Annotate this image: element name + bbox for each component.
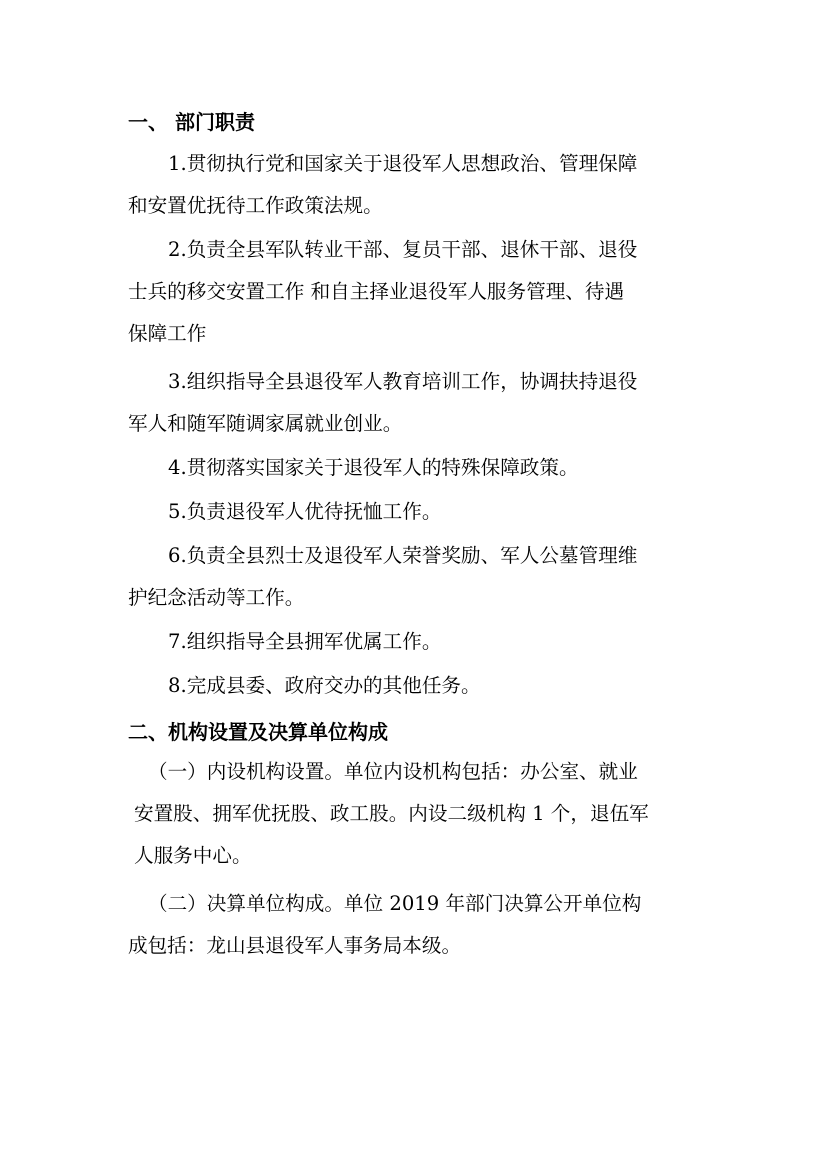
- duty-item-8-line-1: 8.完成县委、政府交办的其他任务。: [168, 674, 481, 697]
- section-heading-structure: 二、机构设置及决算单位构成: [128, 720, 388, 744]
- duty-item-6: [128, 535, 708, 619]
- duty-item-3-line-1: 3.组织指导全县退役军人教育培训工作，协调扶持退役: [168, 370, 638, 393]
- duty-item-1-line-2: 和安置优抚待工作政策法规。: [128, 194, 383, 217]
- structure-paragraph-2-line-1: （二）决算单位构成。单位 2019 年部门决算公开单位构: [148, 892, 642, 915]
- duty-item-1-line-1: 1.贯彻执行党和国家关于退役军人思想政治、管理保障: [168, 152, 638, 175]
- duty-item-6-line-2: 护纪念活动等工作。: [128, 586, 305, 609]
- structure-paragraph-1-line-2: 安置股、拥军优抚股、政工股。内设二级机构 1 个，退伍军: [134, 802, 649, 825]
- duty-item-2-line-2: 士兵的移交安置工作 和自主择业退役军人服务管理、待遇: [128, 280, 625, 303]
- duty-item-5-line-1: 5.负责退役军人优待抚恤工作。: [168, 500, 442, 523]
- duty-item-7: [128, 621, 708, 663]
- duty-item-1: [128, 143, 708, 227]
- duty-item-4-line-1: 4.贯彻落实国家关于退役军人的特殊保障政策。: [168, 456, 579, 479]
- structure-paragraph-1: [128, 751, 708, 877]
- duty-item-2-line-1: 2.负责全县军队转业干部、复员干部、退休干部、退役: [168, 238, 638, 261]
- duty-item-3-line-2: 军人和随军随调家属就业创业。: [128, 412, 403, 435]
- section-heading-duties: 一、 部门职责: [128, 110, 255, 134]
- structure-paragraph-2: [128, 883, 708, 967]
- structure-paragraph-1-line-1: （一）内设机构设置。单位内设机构包括：办公室、就业: [148, 760, 638, 783]
- duty-item-4: [128, 447, 708, 489]
- duty-item-7-line-1: 7.组织指导全县拥军优属工作。: [168, 630, 442, 653]
- duty-item-2-line-3: 保障工作: [128, 322, 207, 345]
- duty-item-2: [128, 229, 708, 355]
- duty-item-5: [128, 491, 708, 533]
- structure-paragraph-1-line-3: 人服务中心。: [134, 844, 252, 867]
- duty-item-3: [128, 361, 708, 445]
- duty-item-8: [128, 665, 708, 707]
- structure-paragraph-2-line-2: 成包括：龙山县退役军人事务局本级。: [128, 934, 462, 957]
- duty-item-6-line-1: 6.负责全县烈士及退役军人荣誉奖励、军人公墓管理维: [168, 544, 638, 567]
